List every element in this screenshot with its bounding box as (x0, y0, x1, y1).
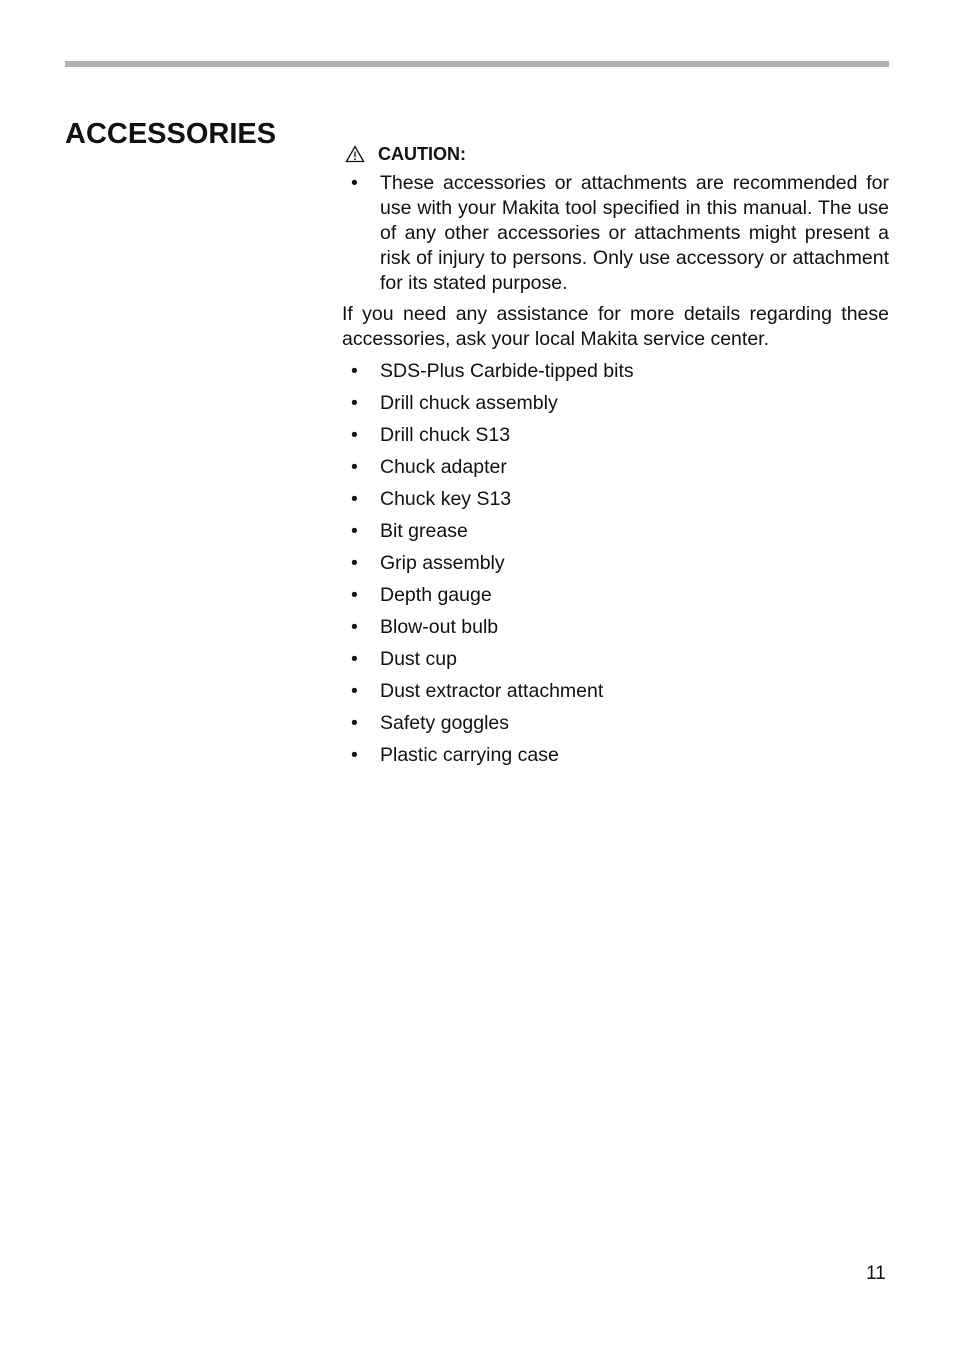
bullet: • (351, 680, 358, 702)
accessory-label: Bit grease (380, 520, 468, 542)
bullet: • (351, 744, 358, 766)
accessory-label: Plastic carrying case (380, 744, 559, 766)
accessory-item (342, 743, 889, 775)
top-rule (65, 61, 889, 67)
bullet: • (351, 360, 358, 382)
assistance-note: If you need any assistance for more details regarding these accessories, ask your local Makita service center. (342, 303, 889, 350)
accessory-label: Grip assembly (380, 552, 505, 574)
caution-heading (345, 140, 889, 168)
accessory-label: SDS-Plus Carbide-tipped bits (380, 360, 634, 382)
accessory-label: Dust extractor attachment (380, 680, 604, 702)
accessory-item (342, 487, 889, 519)
accessory-label: Depth gauge (380, 584, 492, 606)
bullet: • (351, 424, 358, 446)
accessory-item (342, 455, 889, 487)
accessory-label: Safety goggles (380, 712, 510, 734)
caution-item-text: These accessories or attachments are recommended for use with your Makita tool specified in this manual. The use of any other accessories or attachments might present a risk of injury to persons. Only use accessory or attachment for its stated purpose. (380, 172, 889, 294)
bullet: • (351, 392, 358, 414)
accessory-label: Drill chuck assembly (380, 392, 558, 414)
bullet: • (351, 520, 358, 542)
accessory-list (342, 359, 889, 775)
accessory-label: Chuck key S13 (380, 488, 512, 510)
accessory-item (342, 423, 889, 455)
accessory-item (342, 711, 889, 743)
warning-triangle-icon (345, 145, 365, 163)
bullet: • (351, 488, 358, 510)
bullet: • (351, 552, 358, 574)
caution-label: CAUTION: (378, 143, 466, 164)
section-title: ACCESSORIES (65, 118, 277, 150)
accessory-item (342, 647, 889, 679)
accessory-item (342, 391, 889, 423)
bullet: • (351, 616, 358, 638)
accessory-item (342, 519, 889, 551)
content-column (342, 140, 889, 775)
accessory-item (342, 551, 889, 583)
accessory-label: Drill chuck S13 (380, 424, 511, 446)
accessory-label: Dust cup (380, 648, 457, 670)
accessory-item (342, 679, 889, 711)
bullet: • (351, 172, 358, 194)
accessory-label: Chuck adapter (380, 456, 507, 478)
bullet: • (351, 712, 358, 734)
bullet: • (351, 648, 358, 670)
bullet: • (351, 584, 358, 606)
accessory-item (342, 583, 889, 615)
accessory-item (342, 359, 889, 391)
accessory-item (342, 615, 889, 647)
accessory-label: Blow-out bulb (380, 616, 499, 638)
page-number: 11 (866, 1263, 886, 1284)
caution-list (342, 171, 889, 296)
caution-item (342, 171, 889, 296)
bullet: • (351, 456, 358, 478)
